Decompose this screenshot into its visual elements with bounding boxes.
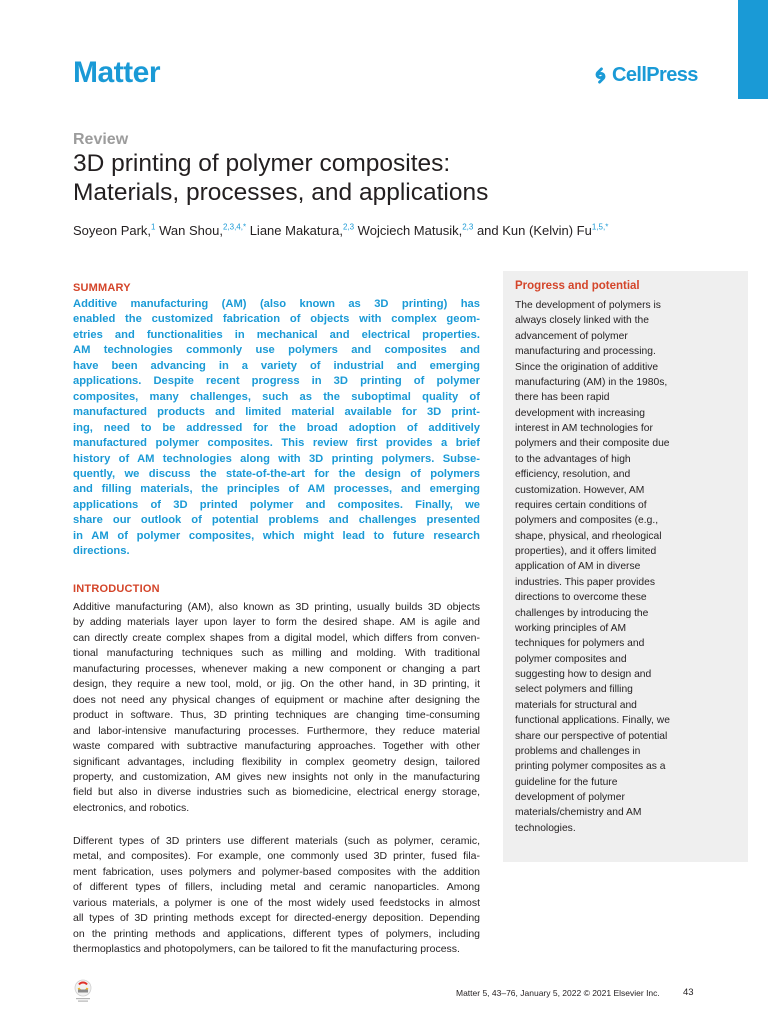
page-number: 43 [683,987,694,998]
body-line: product in software. Thus, 3D printing techniques are changing time-consuming [73,709,480,722]
sidebar-line: technologies. [515,822,576,834]
affiliation-link[interactable]: 2,3 [462,222,474,232]
sidebar-line: The development of polymers is [515,300,661,311]
sidebar-line: to the advantages of high [515,453,631,465]
summary-line: applications. Despite recent progress in 3D printing of polymer [73,375,480,388]
sidebar-line: guideline for the future [515,776,618,788]
affiliation-link[interactable]: 1,5,* [591,222,609,232]
body-line: Additive manufacturing (AM), also known as 3D printing, usually builds 3D objects [73,601,480,613]
body-line: ment fabrication, uses polymers and polymer-based composites with the addition [73,865,480,878]
summary-line: and filling materials, the principles of AM processes, and emerging [73,483,480,496]
title-line: 3D printing of polymer composites: [73,150,451,177]
author-name: Wan Shou, [155,223,223,238]
sidebar-line: shape, physical, and rheological [515,530,662,542]
summary-line: quently, we discuss the state-of-the-art for the design of polymers [73,467,480,480]
body-line: manufacturing processes, whenever making a new component or changing a part [73,662,480,675]
author-name: Soyeon Park, [73,223,152,238]
sidebar-line: there has been rapid [515,392,610,404]
sidebar-line: directions to overcome these [515,592,647,604]
summary-line: in AM of polymer composites, which might lead to future research [73,529,480,542]
corner-tab [738,0,768,99]
sidebar-line: polymers and their composite due [515,438,670,450]
sidebar-heading: Progress and potential [515,280,640,292]
body-line: significant advantages, including flexibility in complex geometry design, tailored [73,755,480,768]
summary-line: share our outlook of potential problems and challenges presented [73,514,480,527]
sidebar-line: requires certain conditions of [515,499,647,511]
sidebar-line: customization. However, AM [515,484,645,496]
body-line: on the printing methods and applications, different types of polymers, including [73,927,480,940]
cellpress-link-icon [591,66,610,85]
title-line: Materials, processes, and applications [73,179,489,206]
article-type: Review [73,131,129,148]
summary-line: manufactured polymer composites. This review first provides a brief [73,437,480,450]
sidebar-line: properties), and it offers limited [515,546,657,557]
sidebar-line: materials/chemistry and AM [515,807,642,819]
sidebar-line: polymers and composites (e.g., [515,515,659,527]
sidebar-line: development with increasing [515,407,645,419]
summary-line: ing, need to be addressed for the broad adoption of additively [73,421,480,434]
body-line: electronics, and robotics. [73,801,190,814]
summary-line: directions. [73,545,130,558]
summary-line: have been advancing in a variety of industrial and emerging [73,359,480,372]
sidebar-line: select polymers and filling [515,684,633,696]
summary-line: Additive manufacturing (AM) (also known as 3D printing) has [73,298,480,310]
sidebar-line: interest in AM technologies for [515,423,653,434]
sidebar-line: polymer composites and [515,653,627,665]
summary-line: etries and functionalities in mechanical and electrical properties. [73,328,480,341]
affiliation-link[interactable]: 1 [151,222,156,232]
sidebar-line: suggesting how to design and [515,669,652,680]
sidebar-line: functional applications. Finally, we [515,715,670,727]
intro-paragraph-1 [73,600,480,816]
author-list [73,222,693,240]
body-line: waste compared with subtractive manufacturing approaches. Together with other [73,740,480,753]
sidebar-line: efficiency, resolution, and [515,469,631,481]
author-name: and Kun (Kelvin) Fu [473,223,592,238]
progress-potential-box [503,271,748,862]
summary-line: manufactured products and limited material available for 3D print- [73,406,480,419]
sidebar-line: always closely linked with the [515,315,649,327]
sidebar-line: industries. This paper provides [515,576,656,588]
sidebar-line: manufacturing and processing. [515,346,656,358]
sidebar-text [515,298,740,836]
sidebar-line: Since the origination of additive [515,361,659,373]
sidebar-line: challenges by introducing the [515,607,649,619]
summary-line: AM technologies commonly use polymers and composites and [73,344,480,357]
body-line: design, they require a new tool, mold, or jig. On the other hand, in 3D printing, it [73,678,480,691]
body-line: Different types of 3D printers use different materials (such as polymer, ceramic, [73,835,480,847]
summary-line: applications of 3D printed polymer and composites. Finally, we [73,498,480,511]
body-line: can directly create complex shapes from a digital model, which differs from conven- [73,631,480,644]
body-line: property, and customization, AM gives new insights not only in the manufacturing [73,770,480,783]
sidebar-line: techniques for polymers and [515,638,645,650]
sidebar-line: development of polymer [515,792,625,803]
sidebar-line: manufacturing (AM) in the 1980s, [515,376,668,388]
check-for-updates-icon[interactable] [73,979,93,1003]
sidebar-line: materials for structural and [515,699,637,711]
author-name: Liane Makatura, [246,223,343,238]
sidebar-line: working principles of AM [515,622,627,634]
footer-citation: Matter 5, 43–76, January 5, 2022 © 2021 Elsevier Inc. [456,988,660,998]
body-line: of different types of fillers, including metal and ceramic nanoparticles. Among [73,881,480,894]
article-title [73,149,593,207]
body-line: tional manufacturing techniques such as milling and molding. With traditional [73,647,480,660]
publisher-name: CellPress [612,64,698,86]
journal-name: Matter [73,56,161,89]
summary-line: composites, many challenges, such as the suboptimal quality of [73,390,480,403]
body-line: and labor-intensive manufacturing processes. Furthermore, they reduce material [73,724,480,737]
summary-heading: SUMMARY [73,282,131,294]
body-line: all types of 3D printing methods except for directed-energy deposition. Depending [73,912,480,925]
body-line: metal, and composites). For example, one commonly used 3D printer, fused fila- [73,850,480,863]
sidebar-line: printing polymer composites as a [515,761,666,773]
sidebar-line: application of AM in diverse [515,561,641,573]
body-line: various materials, a polymer is one of the most widely used feedstocks in almost [73,896,480,909]
body-line: field but also in diverse industries such as biomedicine, electrical energy storage, [73,786,480,799]
sidebar-line: advancement of polymer [515,330,628,342]
affiliation-link[interactable]: 2,3,4,* [222,222,247,232]
sidebar-line: share our perspective of potential [515,730,668,742]
summary-text [73,297,480,560]
introduction-heading: INTRODUCTION [73,583,160,595]
intro-paragraph-2 [73,834,480,958]
body-line: thermoplastics and photopolymers, can be tailored to fit the manufacturing process. [73,943,460,956]
sidebar-line: problems and challenges in [515,745,641,757]
author-name: Wojciech Matusik, [354,223,463,238]
publisher-logo[interactable] [591,64,698,87]
summary-line: enabled the customized fabrication of objects with complex geom- [73,313,480,326]
affiliation-link[interactable]: 2,3 [342,222,355,232]
body-line: by adding materials layer upon layer to form the desired shape. AM is agile and [73,616,480,629]
summary-line: history of AM technologies along with 3D printing polymers. Subse- [73,452,480,465]
body-line: does not need any physical changes of equipment or machine after designing the [73,693,480,706]
